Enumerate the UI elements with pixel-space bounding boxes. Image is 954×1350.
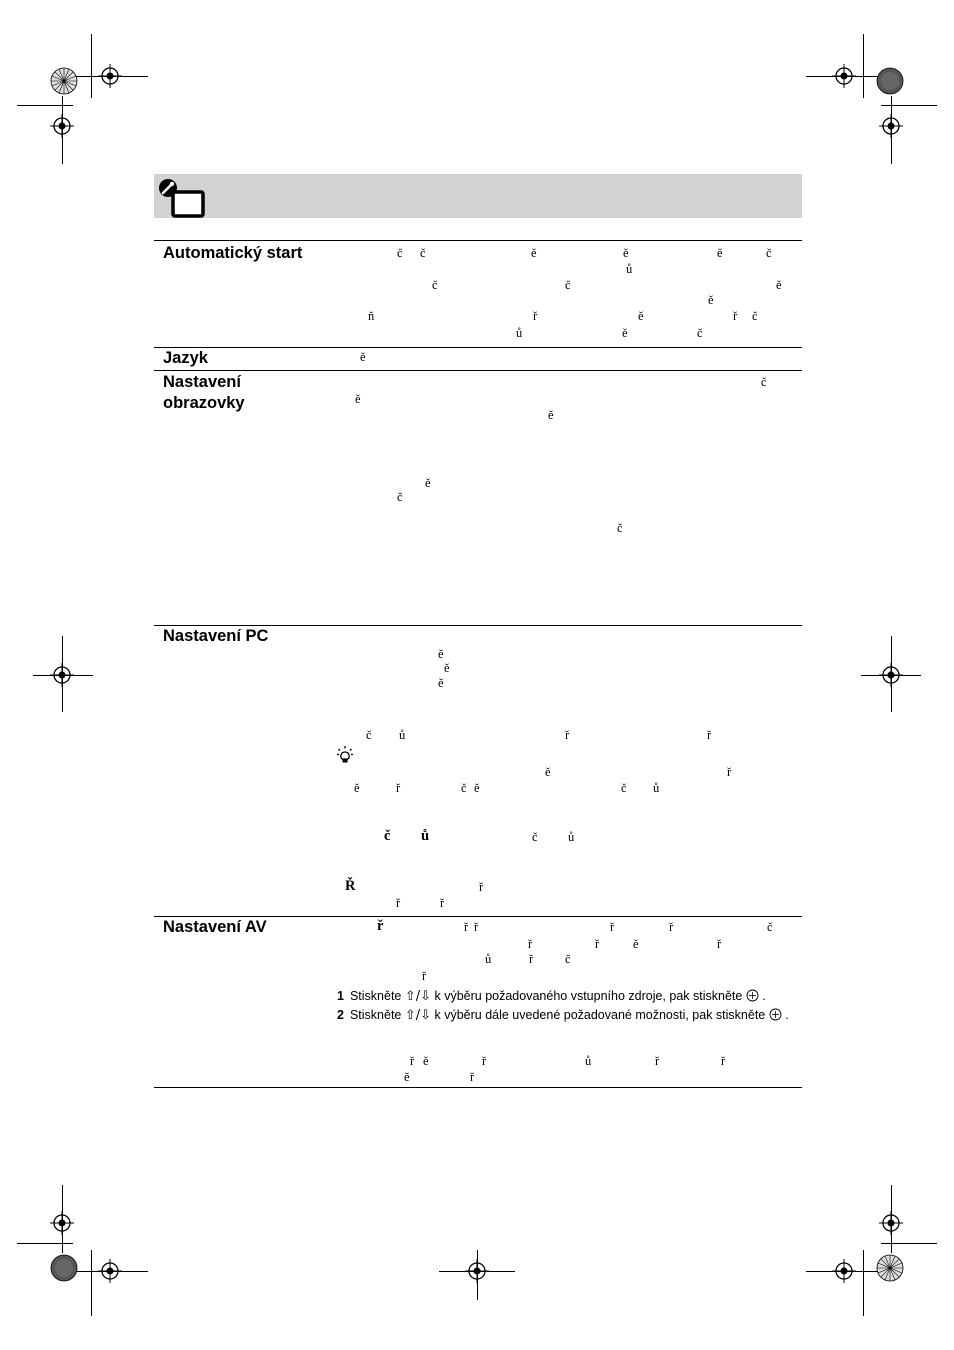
glyph: č xyxy=(432,278,438,292)
step-text: . xyxy=(785,1008,789,1022)
av-step-1 xyxy=(337,988,797,1005)
glyph: ě xyxy=(622,326,628,340)
section-title-language: Jazyk xyxy=(163,349,208,367)
glyph: č xyxy=(366,728,372,742)
glyph: ů xyxy=(626,262,633,276)
glyph: ř xyxy=(727,765,732,779)
glyph: č xyxy=(397,490,403,504)
section-title-pc: Nastavení PC xyxy=(163,627,269,645)
step-text: k výběru požadovaného vstupního zdroje, pak stiskněte xyxy=(431,989,746,1003)
glyph: ů xyxy=(568,830,575,844)
glyph: č xyxy=(532,830,538,844)
glyph: ř xyxy=(410,1054,415,1068)
glyph: ě xyxy=(708,293,714,307)
registration-mark-icon xyxy=(465,1259,489,1283)
glyph: č xyxy=(397,246,403,260)
glyph: ř xyxy=(655,1054,660,1068)
glyph: ř xyxy=(565,728,570,742)
glyph: ů xyxy=(485,952,492,966)
starburst-disc-icon xyxy=(876,1254,904,1282)
glyph: ě xyxy=(423,1054,429,1068)
glyph: č xyxy=(621,781,627,795)
glyph: ě xyxy=(623,246,629,260)
starburst-disc-icon xyxy=(50,67,78,95)
glyph: ř xyxy=(396,781,401,795)
glyph: č xyxy=(384,828,391,844)
step-text: k výběru dále uvedené požadované možnosti, pak stiskněte xyxy=(431,1008,769,1022)
registration-mark-icon xyxy=(879,663,903,687)
glyph: ě xyxy=(545,765,551,779)
section-divider xyxy=(154,370,802,371)
glyph: ř xyxy=(610,920,615,934)
glyph: ř xyxy=(470,1070,475,1084)
glyph: č xyxy=(617,521,623,535)
glyph: ř xyxy=(669,920,674,934)
step-number: 1 xyxy=(337,989,344,1003)
glyph: č xyxy=(761,375,767,389)
gray-disc-icon xyxy=(876,67,904,95)
registration-mark-icon xyxy=(879,114,903,138)
registration-mark-icon xyxy=(50,663,74,687)
header-band xyxy=(154,174,802,218)
glyph: ř xyxy=(422,969,427,983)
registration-mark-icon xyxy=(98,64,122,88)
glyph: ř xyxy=(721,1054,726,1068)
glyph: ř xyxy=(733,309,738,323)
registration-mark-icon xyxy=(879,1211,903,1235)
section-divider xyxy=(154,347,802,348)
glyph: ř xyxy=(440,896,445,910)
step-text: . xyxy=(762,989,766,1003)
glyph: č xyxy=(766,246,772,260)
glyph: ě xyxy=(438,676,444,690)
glyph: ě xyxy=(354,781,360,795)
registration-mark-icon xyxy=(98,1259,122,1283)
up-down-arrows-icon: ⇧/⇩ xyxy=(404,989,432,1004)
glyph: ř xyxy=(528,937,533,951)
glyph: ř xyxy=(482,1054,487,1068)
registration-mark-icon xyxy=(50,114,74,138)
enter-button-icon xyxy=(769,1008,782,1021)
glyph: ř xyxy=(595,937,600,951)
glyph: ř xyxy=(464,920,469,934)
glyph: ě xyxy=(425,476,431,490)
glyph: ů xyxy=(585,1054,592,1068)
registration-mark-icon xyxy=(50,1211,74,1235)
glyph: č xyxy=(565,278,571,292)
section-title-screen-line1: Nastavení xyxy=(163,373,241,391)
glyph: ň xyxy=(368,309,375,323)
step-text: Stiskněte xyxy=(349,989,405,1003)
glyph: ě xyxy=(360,350,366,364)
glyph: č xyxy=(420,246,426,260)
glyph: ů xyxy=(516,326,523,340)
glyph: ř xyxy=(474,920,479,934)
glyph: Ř xyxy=(345,878,356,894)
glyph: ě xyxy=(474,781,480,795)
glyph: ř xyxy=(707,728,712,742)
section-title-screen xyxy=(163,372,245,414)
glyph: ě xyxy=(438,647,444,661)
glyph: ř xyxy=(717,937,722,951)
section-divider xyxy=(154,1087,802,1088)
glyph: č xyxy=(697,326,703,340)
section-divider xyxy=(154,240,802,241)
av-step-2 xyxy=(337,1007,797,1024)
glyph: ě xyxy=(776,278,782,292)
glyph: ř xyxy=(479,880,484,894)
glyph: ů xyxy=(653,781,660,795)
glyph: ě xyxy=(638,309,644,323)
registration-mark-icon xyxy=(832,64,856,88)
section-title-av: Nastavení AV xyxy=(163,918,267,936)
lightbulb-tip-icon xyxy=(337,746,353,764)
settings-wrench-tv-icon xyxy=(157,178,207,220)
glyph: č xyxy=(461,781,467,795)
glyph: ě xyxy=(717,246,723,260)
glyph: ě xyxy=(548,408,554,422)
glyph: ů xyxy=(421,828,430,844)
glyph: ř xyxy=(533,309,538,323)
glyph: ř xyxy=(529,952,534,966)
glyph: ě xyxy=(355,392,361,406)
glyph: ě xyxy=(531,246,537,260)
glyph: ů xyxy=(399,728,406,742)
up-down-arrows-icon: ⇧/⇩ xyxy=(404,1008,432,1023)
section-title-screen-line2: obrazovky xyxy=(163,394,245,412)
glyph: č xyxy=(752,309,758,323)
glyph: č xyxy=(767,920,773,934)
section-title-auto-start: Automatický start xyxy=(163,244,303,262)
step-number: 2 xyxy=(337,1008,344,1022)
glyph: č xyxy=(565,952,571,966)
glyph: ř xyxy=(377,918,384,934)
glyph: ě xyxy=(404,1070,410,1084)
glyph: ř xyxy=(396,896,401,910)
gray-disc-icon xyxy=(50,1254,78,1282)
glyph: ě xyxy=(633,937,639,951)
glyph: ě xyxy=(444,661,450,675)
enter-button-icon xyxy=(746,989,759,1002)
step-text: Stiskněte xyxy=(349,1008,405,1022)
registration-mark-icon xyxy=(832,1259,856,1283)
